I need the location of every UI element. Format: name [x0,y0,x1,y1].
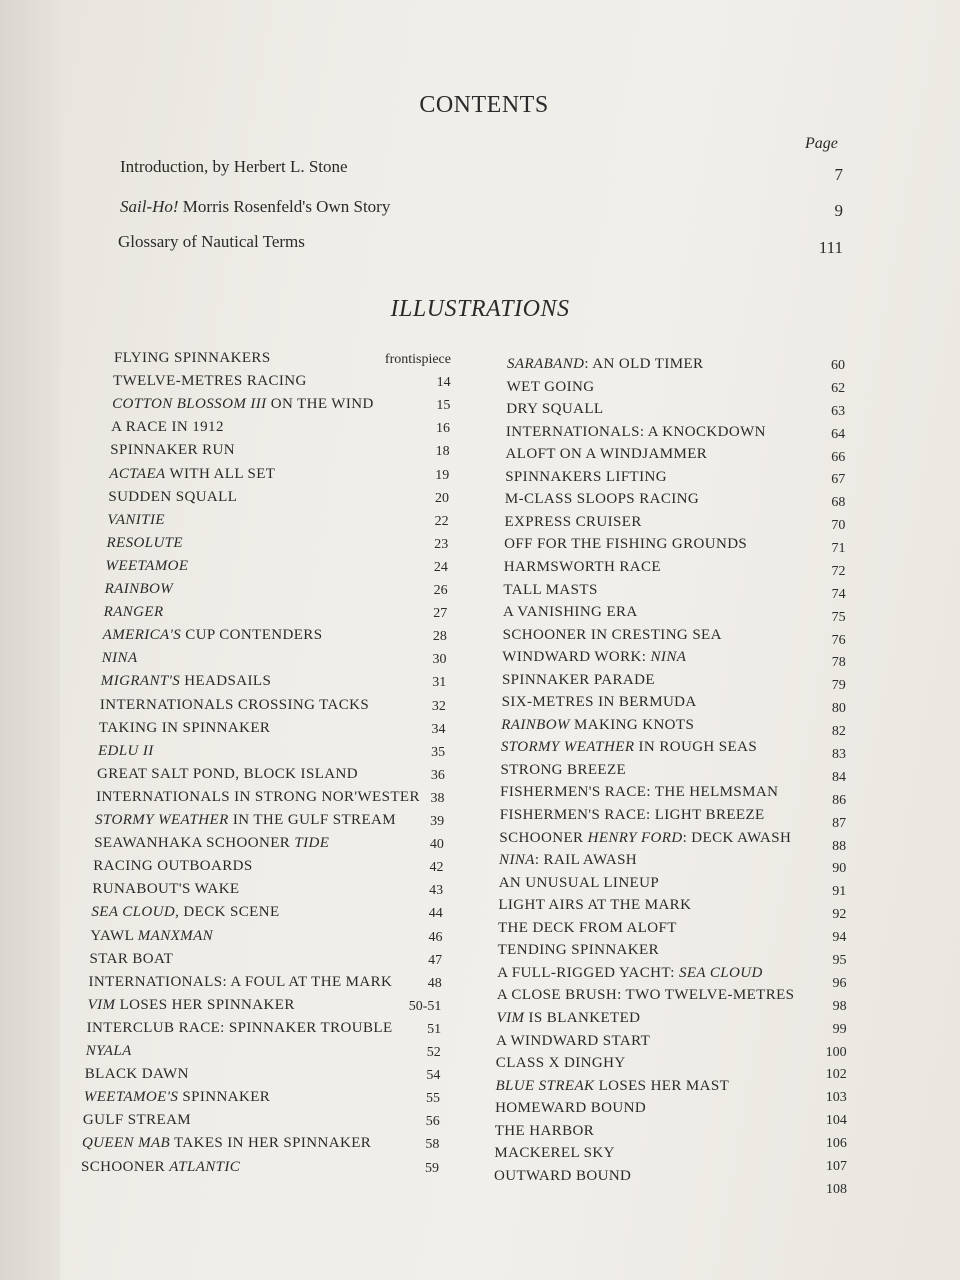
illustration-title [85,1066,189,1083]
caption-text: HOMEWARD BOUND [495,1100,647,1117]
illustration-page-number: 100 [825,1044,847,1060]
caption-text: TAKING IN SPINNAKER [98,719,271,736]
illustration-title [95,812,396,829]
illustration-title [494,1168,631,1185]
caption-text: SPINNAKER RUN [110,442,236,459]
illustration-page-number: 106 [825,1136,847,1152]
illustration-page-number: 76 [831,632,846,648]
toc-entry-sail-ho [120,197,390,217]
illustration-title [109,466,275,483]
caption-text: INTERNATIONALS CROSSING TACKS [99,696,370,713]
illustration-title [92,881,239,898]
caption-text: GREAT SALT POND, BLOCK ISLAND [97,765,358,782]
illustration-page-number: 55 [426,1091,441,1107]
illustration-page-number: 75 [831,609,846,625]
illustration-page-number: 94 [832,930,847,946]
illustration-title [496,1033,650,1050]
caption-text: SUDDEN SQUALL [108,488,238,505]
illustration-page-number: 20 [434,490,449,506]
illustration-page-number: 70 [831,518,846,534]
toc-entry-italic: Sail-Ho! [120,197,179,216]
caption-text: IS BLANKETED [524,1009,641,1026]
illustration-page-number: 46 [428,929,443,945]
caption-text: GULF STREAM [82,1112,192,1129]
illustration-title [495,1123,594,1140]
illustration-page-number: 62 [831,380,846,396]
illustration-title [102,650,138,667]
illustration-title [90,928,213,945]
illustration-page-number: 60 [831,358,845,373]
illustration-title [496,1055,626,1072]
illustration-page-number: 56 [425,1114,440,1130]
illustration-page-number: 92 [832,907,847,923]
illustration-title [101,673,271,690]
illustration-page-number: 64 [831,426,846,442]
illustration-title [112,396,374,413]
illustration-title [500,784,778,801]
illustration-page-number: 82 [831,724,846,740]
vessel-name: EDLU II [97,742,154,759]
illustration-title [497,987,795,1004]
illustration-title [91,904,279,921]
illustration-title [98,743,154,760]
vessel-name: HENRY FORD [587,829,683,846]
illustration-title [503,627,722,644]
illustration-title [94,835,329,852]
illustration-page-number: 50-51 [408,998,442,1014]
illustration-title [498,920,677,937]
caption-text: : RAIL AWASH [534,852,638,869]
illustration-title [503,604,638,621]
caption-text: THE DECK FROM ALOFT [497,919,677,936]
illustration-title [500,807,765,824]
toc-page-sail-ho: 9 [834,201,843,220]
illustration-title [81,1159,240,1176]
caption-text: RUNABOUT'S WAKE [92,881,240,898]
illustration-title [495,1100,646,1117]
caption-text: A CLOSE BRUSH: TWO TWELVE-METRES [496,987,795,1004]
vessel-name: WEETAMOE [105,557,189,574]
illustration-title [83,1112,191,1129]
caption-text: FLYING SPINNAKERS [114,350,271,366]
illustration-page-number: 38 [430,790,445,806]
vessel-name: STORMY WEATHER [500,739,635,756]
caption-text: INTERNATIONALS: A FOUL AT THE MARK [88,973,393,990]
caption-text: BLACK DAWN [84,1066,189,1083]
illustration-page-number: 103 [825,1090,847,1106]
illustration-title [88,997,295,1014]
caption-text: SIX-METRES IN BERMUDA [501,694,697,711]
illustration-page-number: 51 [427,1021,442,1037]
vessel-name: NINA [650,649,687,666]
caption-text: WITH ALL SET [165,465,276,482]
vessel-name: MANXMAN [137,927,214,944]
caption-text: TENDING SPINNAKER [497,942,659,959]
caption-text: INTERNATIONALS IN STRONG NOR'WESTER [96,788,420,805]
caption-text: INTERCLUB RACE: SPINNAKER TROUBLE [86,1019,393,1036]
vessel-name: SARABAND [507,356,585,372]
vessel-name: COTTON BLOSSOM III [112,396,267,413]
illustration-title [503,582,597,599]
illustration-page-number: 23 [434,536,449,552]
illustration-page-number: 19 [435,467,450,483]
illustration-title [506,401,603,418]
caption-text: HEADSAILS [180,673,272,690]
illustration-title [84,1089,270,1106]
vessel-name: TIDE [294,835,330,852]
caption-text: YAWL [90,927,138,944]
caption-text: HARMSWORTH RACE [503,558,661,575]
illustration-title [499,852,637,869]
page-column-header: Page [805,135,838,152]
caption-text: SPINNAKERS LIFTING [505,468,667,485]
illustrations-title: ILLUSTRATIONS [390,296,570,322]
illustration-page-number: 24 [433,559,448,575]
illustration-title [498,942,659,959]
vessel-name: ACTAEA [109,465,166,482]
illustration-title [504,536,747,553]
caption-text: CUP CONTENDERS [181,627,323,644]
illustration-title [507,356,703,373]
illustration-page-number: 32 [431,698,446,714]
illustration-page-number: 14 [436,375,451,391]
caption-text: IN THE GULF STREAM [228,812,396,828]
illustration-title [100,697,369,714]
illustration-title [501,762,627,779]
toc-page-glossary: 111 [818,238,843,257]
vessel-name: VANITIE [107,511,165,528]
caption-text: TAKES IN HER SPINNAKER [170,1135,372,1152]
caption-text: FISHERMEN'S RACE: THE HELMSMAN [500,784,779,801]
illustration-page-number: 48 [427,975,442,991]
illustration-title [87,1020,393,1037]
vessel-name: BLUE STREAK [495,1077,595,1094]
illustration-page-number: 87 [832,815,847,831]
illustration-title [504,514,641,531]
caption-text: STAR BOAT [89,950,174,967]
illustration-page-number: 59 [425,1160,439,1176]
caption-text: THE HARBOR [494,1122,595,1139]
illustration-title [97,766,358,783]
caption-text: STRONG BREEZE [500,761,627,778]
illustration-title [111,419,224,436]
illustration-page-number: 63 [831,403,846,419]
illustration-page-number: 74 [831,586,846,602]
illustration-title [105,581,174,598]
toc-page-introduction: 7 [834,165,843,184]
illustration-page-number: 104 [825,1113,847,1129]
illustration-page-number: 16 [435,421,450,437]
illustration-title [504,559,661,576]
caption-text: TWELVE-METRES RACING [113,373,307,390]
illustration-page-number: 18 [435,444,450,460]
caption-text: A VANISHING ERA [503,604,638,621]
caption-text: RACING OUTBOARDS [93,858,253,875]
illustration-title [497,965,762,982]
caption-text: AN UNUSUAL LINEUP [498,874,660,891]
illustration-title [501,717,694,734]
illustration-page-number: 36 [430,767,445,783]
page-edge-shadow [0,0,60,1280]
caption-text: WINDWARD WORK: [502,649,651,666]
illustration-page-number: 47 [428,952,443,968]
caption-text: WET GOING [506,378,595,395]
vessel-name: SEA CLOUD [678,964,763,981]
caption-text: SCHOONER IN CRESTING SEA [502,626,722,643]
illustration-page-number: 43 [429,883,444,899]
caption-text: A FULL-RIGGED YACHT: [497,964,679,981]
illustration-title [502,694,697,711]
illustration-page-number: 98 [832,998,847,1014]
caption-text: SEAWANHAKA SCHOONER [94,835,295,852]
illustration-page-number: 39 [430,814,445,829]
caption-text: M-CLASS SLOOPS RACING [504,491,700,508]
toc-entry-glossary [118,232,305,252]
vessel-name: ATLANTIC [169,1158,241,1175]
illustration-title [89,974,393,991]
caption-text: : AN OLD TIMER [584,356,704,372]
illustration-page-number: 44 [428,906,443,922]
illustration-page-number: 95 [832,952,847,968]
illustration-page-number: 84 [832,769,846,785]
caption-text: SPINNAKER [178,1089,271,1106]
illustration-page-number: 40 [429,837,444,853]
illustration-title [501,739,757,756]
caption-text: A WINDWARD START [496,1032,651,1049]
caption-text: SPINNAKER PARADE [501,671,655,688]
vessel-name: NYALA [85,1043,132,1059]
illustration-title [106,535,183,552]
illustration-page-number: 28 [432,629,447,645]
illustration-page-number: 96 [832,975,847,991]
illustration-title [104,604,164,621]
vessel-name: MIGRANT'S [100,673,181,690]
illustration-title [505,469,667,486]
toc-entry-text: Introduction, by Herbert L. Stone [120,157,348,176]
illustration-page-number: frontispiece [384,352,451,367]
caption-text: OFF FOR THE FISHING GROUNDS [504,536,748,553]
illustration-title [106,558,189,575]
vessel-name: RANGER [103,604,164,621]
illustration-page-number: 52 [426,1045,441,1060]
vessel-name: QUEEN MAB [81,1135,171,1152]
vessel-name: VIM [87,996,116,1013]
illustration-page-number: 71 [831,541,846,557]
caption-text: OUTWARD BOUND [494,1167,632,1184]
caption-text: IN ROUGH SEAS [634,739,758,756]
toc-entry-text: Glossary of Nautical Terms [118,232,305,251]
caption-text: TALL MASTS [503,581,598,598]
illustration-title [89,951,173,968]
illustration-page-number: 42 [429,860,444,876]
illustration-page-number: 68 [831,495,846,511]
illustration-page-number: 54 [426,1068,441,1084]
caption-text: SCHOONER [81,1158,170,1175]
caption-text: DECK SCENE [179,904,280,921]
vessel-name: WEETAMOE'S [83,1089,179,1106]
contents-title: CONTENTS [419,92,549,118]
illustration-page-number: 108 [826,1181,847,1197]
illustration-title [506,424,766,441]
illustration-title [497,1010,641,1027]
caption-text: LIGHT AIRS AT THE MARK [498,897,692,914]
illustration-title [505,491,699,508]
illustration-title [108,489,237,506]
illustration-page-number: 91 [832,884,847,900]
caption-text: DRY SQUALL [506,401,604,418]
illustration-page-number: 27 [433,606,448,622]
illustration-page-number: 35 [431,744,446,760]
illustration-page-number: 22 [434,513,449,529]
illustration-page-number: 88 [832,838,847,854]
illustration-title [82,1135,371,1152]
caption-text: MACKEREL SKY [494,1145,615,1162]
illustration-page-number: 15 [436,398,451,414]
illustration-title [114,350,271,367]
illustration-page-number: 34 [431,721,446,737]
caption-text: MAKING KNOTS [569,716,695,733]
illustration-title [499,875,659,892]
illustration-title [507,379,595,396]
caption-text: ALOFT ON A WINDJAMMER [505,446,708,463]
illustration-title [495,1078,729,1095]
caption-text: CLASS X DINGHY [495,1055,626,1072]
illustration-title [103,627,323,644]
caption-text: INTERNATIONALS: A KNOCKDOWN [505,423,766,440]
vessel-name: NINA [499,852,535,869]
vessel-name: AMERICA'S [102,627,182,644]
illustration-title [502,649,686,666]
illustration-page-number: 99 [832,1021,847,1037]
caption-text: : DECK AWASH [682,829,792,846]
illustration-title [93,858,252,875]
vessel-name: NINA [101,650,138,667]
illustration-title [506,446,708,463]
caption-text: ON THE WIND [266,396,374,413]
illustration-title [498,897,691,914]
illustration-title [110,442,235,459]
caption-text: A RACE IN 1912 [111,419,224,436]
illustration-page-number: 58 [425,1137,440,1153]
caption-text: FISHERMEN'S RACE: LIGHT BREEZE [499,807,765,823]
caption-text: LOSES HER MAST [594,1077,730,1094]
illustration-title [499,830,791,847]
illustration-page-number: 107 [825,1158,847,1174]
vessel-name: RESOLUTE [106,534,183,551]
illustration-title [494,1145,615,1162]
illustration-page-number: 31 [432,675,447,691]
illustration-title [113,373,307,390]
vessel-name: STORMY WEATHER [95,812,229,828]
toc-entry-text: Morris Rosenfeld's Own Story [178,197,391,216]
vessel-name: VIM [496,1009,525,1026]
illustration-page-number: 86 [832,792,847,808]
illustration-page-number: 80 [831,701,846,717]
illustration-page-number: 66 [831,449,846,465]
illustration-page-number: 79 [831,678,846,694]
illustration-page-number: 67 [831,472,846,488]
caption-text: SCHOONER [499,829,588,846]
illustration-page-number: 72 [831,563,846,579]
illustration-page-number: 30 [432,652,447,668]
illustration-page-number: 83 [831,747,846,763]
illustration-title [107,512,165,529]
caption-text: EXPRESS CRUISER [504,513,642,530]
toc-entry-introduction [120,157,348,177]
vessel-name: RAINBOW [501,716,570,733]
illustration-page-number: 102 [825,1067,847,1083]
illustration-title [99,720,270,737]
illustration-page-number: 78 [831,655,846,671]
vessel-name: SEA CLOUD, [91,904,180,921]
illustration-page-number: 90 [832,861,847,877]
illustration-title [86,1043,132,1060]
caption-text: LOSES HER SPINNAKER [115,996,295,1013]
illustration-title [502,672,655,689]
illustration-title [96,789,420,806]
illustration-page-number: 26 [433,583,448,598]
vessel-name: RAINBOW [104,581,174,597]
